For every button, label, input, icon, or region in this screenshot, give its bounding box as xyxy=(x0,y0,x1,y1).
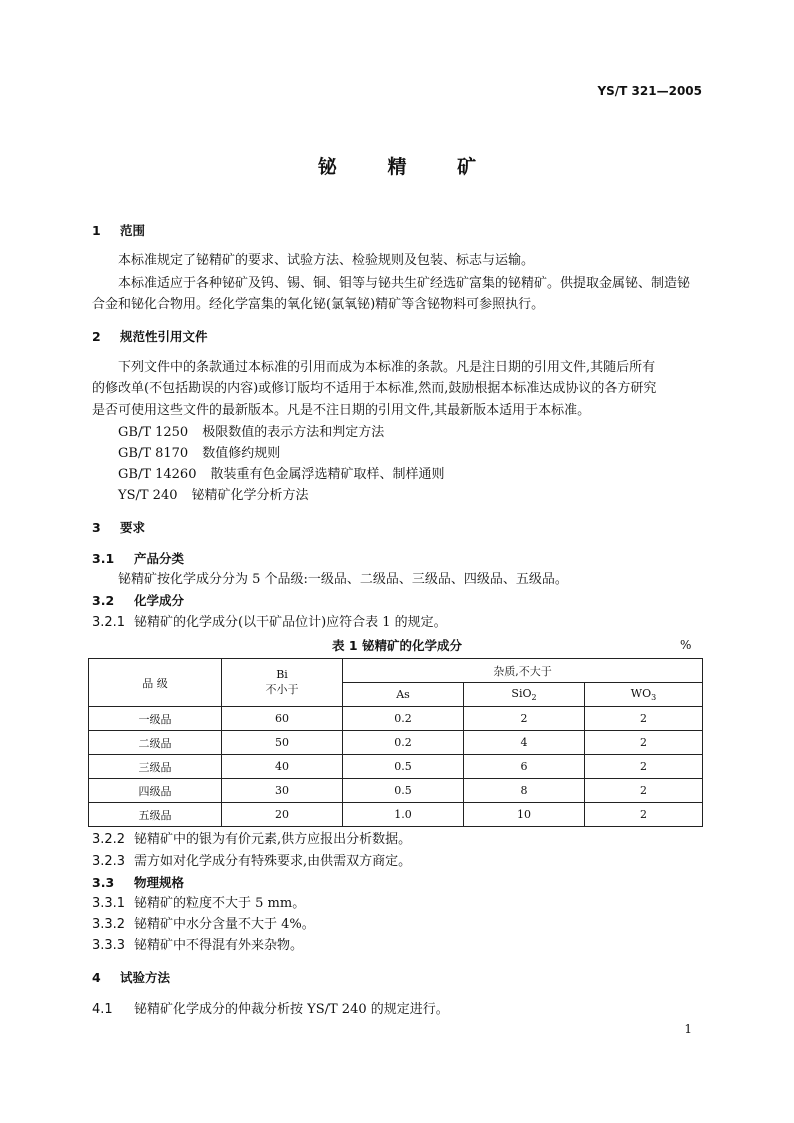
header-bi xyxy=(222,659,343,707)
clause-text: 铋精矿中不得混有外来杂物。 xyxy=(134,938,304,953)
header-wo3-formula: WO xyxy=(630,686,652,700)
clause-text: 铋精矿中的银为有价元素,供方应报出分析数据。 xyxy=(134,832,412,847)
header-sio2-subscript: 2 xyxy=(531,693,537,703)
cell-bi: 60 xyxy=(222,707,343,731)
clause-number: 3.2.2 xyxy=(92,832,126,847)
cell-bi: 20 xyxy=(222,803,343,827)
header-as: As xyxy=(343,683,464,707)
header-impurities: 杂质,不大于 xyxy=(343,659,703,683)
subsection-heading xyxy=(92,549,184,569)
cell-grade: 五级品 xyxy=(89,803,222,827)
section-2-heading xyxy=(92,327,208,347)
table-row xyxy=(89,779,703,803)
clause-text: 铋精矿化学成分的仲裁分析按 YS/T 240 的规定进行。 xyxy=(134,1002,449,1017)
section-number: 4 xyxy=(92,970,101,985)
cell-as: 0.5 xyxy=(343,755,464,779)
cell-wo3: 2 xyxy=(585,779,703,803)
header-sio2-formula: SiO xyxy=(511,686,532,700)
header-wo3-subscript: 3 xyxy=(651,693,657,703)
cell-bi: 30 xyxy=(222,779,343,803)
subsection-number: 3.3 xyxy=(92,875,115,890)
section-title: 要求 xyxy=(120,520,146,535)
cell-grade: 三级品 xyxy=(89,755,222,779)
clause xyxy=(92,613,447,633)
reference-code: GB/T 14260 xyxy=(118,467,197,482)
subsection-title: 化学成分 xyxy=(134,593,185,608)
reference-title: 铋精矿化学分析方法 xyxy=(191,488,309,503)
cell-sio2: 6 xyxy=(464,755,585,779)
cell-as: 0.2 xyxy=(343,731,464,755)
standard-code: YS/T 321—2005 xyxy=(597,84,702,98)
clause xyxy=(92,894,305,914)
page-number: 1 xyxy=(684,1022,692,1036)
cell-as: 0.5 xyxy=(343,779,464,803)
paragraph: 铋精矿按化学成分分为 5 个品级:一级品、二级品、三级品、四级品、五级品。 xyxy=(118,572,568,587)
clause xyxy=(92,830,411,850)
header-bi-note: 不小于 xyxy=(265,683,299,696)
cell-grade: 二级品 xyxy=(89,731,222,755)
table-row xyxy=(89,731,703,755)
clause xyxy=(92,852,411,872)
section-number: 3 xyxy=(92,520,101,535)
paragraph-continued: 的修改单(不包括勘误的内容)或修订版均不适用于本标准,然而,鼓励根据本标准达成协议的各方研究 xyxy=(92,381,657,396)
subsection-title: 产品分类 xyxy=(134,551,185,566)
cell-grade: 四级品 xyxy=(89,779,222,803)
clause-text: 铋精矿的粒度不大于 5 mm。 xyxy=(134,896,306,911)
cell-sio2: 8 xyxy=(464,779,585,803)
reference-item xyxy=(118,465,445,485)
reference-code: GB/T 8170 xyxy=(118,446,189,461)
cell-grade: 一级品 xyxy=(89,707,222,731)
table-caption: 表 1 铋精矿的化学成分 xyxy=(332,638,462,653)
section-title: 范围 xyxy=(120,223,146,238)
subsection-title: 物理规格 xyxy=(134,875,185,890)
reference-title: 极限数值的表示方法和判定方法 xyxy=(202,425,385,440)
clause-text: 铋精矿中水分含量不大于 4%。 xyxy=(134,917,315,932)
cell-as: 1.0 xyxy=(343,803,464,827)
clause-text: 铋精矿的化学成分(以干矿品位计)应符合表 1 的规定。 xyxy=(134,615,447,630)
section-title: 规范性引用文件 xyxy=(120,329,208,344)
clause xyxy=(92,936,303,956)
paragraph: 本标准规定了铋精矿的要求、试验方法、检验规则及包装、标志与运输。 xyxy=(118,253,535,268)
cell-sio2: 2 xyxy=(464,707,585,731)
table-row xyxy=(89,707,703,731)
header-bi-element: Bi xyxy=(276,668,288,681)
header-wo3 xyxy=(585,683,703,707)
reference-item xyxy=(118,486,309,506)
table-row xyxy=(89,803,703,827)
clause-number: 3.3.2 xyxy=(92,917,126,932)
cell-bi: 50 xyxy=(222,731,343,755)
paragraph: 本标准适应于各种铋矿及钨、锡、铜、钼等与铋共生矿经选矿富集的铋精矿。供提取金属铋、制造铋 xyxy=(118,276,691,291)
section-1-heading xyxy=(92,221,145,241)
subsection-number: 3.2 xyxy=(92,593,115,608)
subsection-heading xyxy=(92,873,184,893)
clause xyxy=(92,1000,449,1020)
reference-title: 散装重有色金属浮选精矿取样、制样通则 xyxy=(210,467,445,482)
table-unit: % xyxy=(680,638,692,652)
header-sio2 xyxy=(464,683,585,707)
section-3-heading xyxy=(92,518,145,538)
clause-number: 3.3.3 xyxy=(92,938,126,953)
subsection-number: 3.1 xyxy=(92,551,115,566)
cell-wo3: 2 xyxy=(585,707,703,731)
paragraph: 下列文件中的条款通过本标准的引用而成为本标准的条款。凡是注日期的引用文件,其随后所有 xyxy=(118,360,656,375)
reference-title: 数值修约规则 xyxy=(202,446,281,461)
section-number: 1 xyxy=(92,223,101,238)
cell-wo3: 2 xyxy=(585,755,703,779)
reference-item xyxy=(118,423,384,443)
section-4-heading xyxy=(92,968,170,988)
reference-code: GB/T 1250 xyxy=(118,425,189,440)
paragraph-continued: 是否可使用这些文件的最新版本。凡是不注日期的引用文件,其最新版本适用于本标准。 xyxy=(92,403,591,418)
paragraph-continued: 合金和铋化合物用。经化学富集的氧化铋(氯氧铋)精矿等含铋物料可参照执行。 xyxy=(92,297,545,312)
clause-number: 4.1 xyxy=(92,1002,113,1017)
header-grade: 品 级 xyxy=(89,659,222,707)
table-row xyxy=(89,755,703,779)
chemical-composition-table xyxy=(88,658,703,827)
clause xyxy=(92,915,315,935)
clause-number: 3.2.3 xyxy=(92,854,126,869)
subsection-heading xyxy=(92,591,184,611)
cell-sio2: 4 xyxy=(464,731,585,755)
cell-bi: 40 xyxy=(222,755,343,779)
clause-number: 3.2.1 xyxy=(92,615,126,630)
section-number: 2 xyxy=(92,329,101,344)
reference-item xyxy=(118,444,280,464)
document-title: 铋 精 矿 xyxy=(317,156,499,178)
cell-wo3: 2 xyxy=(585,803,703,827)
cell-wo3: 2 xyxy=(585,731,703,755)
clause-number: 3.3.1 xyxy=(92,896,126,911)
clause-text: 需方如对化学成分有特殊要求,由供需双方商定。 xyxy=(134,854,412,869)
section-title: 试验方法 xyxy=(120,970,171,985)
cell-sio2: 10 xyxy=(464,803,585,827)
cell-as: 0.2 xyxy=(343,707,464,731)
reference-code: YS/T 240 xyxy=(118,488,178,503)
